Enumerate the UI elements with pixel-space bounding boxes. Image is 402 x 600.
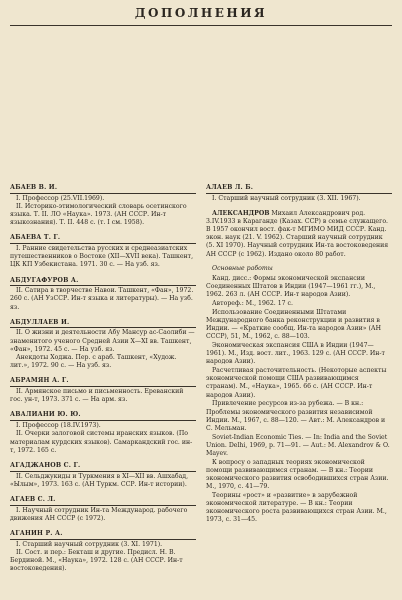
entry-initials: С. Г. <box>63 461 81 469</box>
entry-initials: С. Л. <box>37 495 56 503</box>
entry-initials: А. <box>70 276 79 284</box>
dictionary-entry <box>10 377 196 404</box>
entry-line: Анекдоты Ходжа. Пер. с араб. Ташкент, «Худож. лит.», 1972. 90 с. — На узб. яз. <box>10 354 177 370</box>
right-column <box>206 30 392 581</box>
entry-surname: АЛАЕВ <box>206 183 233 191</box>
entry-alaev <box>206 184 392 203</box>
entry-initials: Р. А. <box>45 530 63 538</box>
work-item: Канд. дисс.: Формы экономической экспансии Соединенных Штатов в Индии (1947—1961 гг.), М., 1962. 263 л. (АН СССР. Ин-т народов Азии). <box>206 275 376 299</box>
entry-initials: В. И. <box>38 183 58 191</box>
entry-line: I. Научный сотрудник Ин-та Международ. рабочего движения АН СССР (с 1972). <box>10 506 188 522</box>
biography-text: Михаил Александрович род. 3.IV.1933 в Караганде (Казах. ССР) в семье служащего. В 1957 окончил вост. фак-т МГИМО МИД СССР. Канд. экон. наук (21. V. 1962). Старший научный сотрудник (5. XI 1970). Научный сотрудник Ин-та востоковедения АН СССР (с 1962). Издано около 80 работ. <box>206 209 389 258</box>
entry-line: I. Старший научный сотрудник (3. XII. 1967). <box>212 194 361 202</box>
works-heading: Основные работы <box>212 264 273 272</box>
entry-initials: А. Г. <box>51 377 69 385</box>
dictionary-entry <box>10 462 196 489</box>
entry-line: II. Сатира в творчестве Навои. Ташкент, «Фан», 1972. 260 с. (АН УзССР. Ин-т языка и литературы). — На узб. яз. <box>10 287 194 311</box>
dictionary-entry <box>10 234 196 269</box>
entry-surname: АГАЕВ <box>10 495 36 503</box>
dictionary-entry <box>10 496 196 523</box>
entry-surname: АБДУГАФУРОВ <box>10 276 69 284</box>
entry-heading <box>10 319 196 329</box>
entry-surname: АГАДЖАНОВ <box>10 461 62 469</box>
work-item: Использование Соединенными Штатами Международного банка реконструкции и развития в Индии. — «Краткие сообщ. Ин-та народов Азии» (АН СССР), 51, М., 1962, с. 88—103. <box>206 308 381 341</box>
work-item: К вопросу о западных теориях экономической помощи развивающимся странам. — В кн.: Теории экономического развития освободившихся стран Азии. М., 1970, с. 41—79. <box>206 458 389 491</box>
work-item: Привлечение ресурсов из-за рубежа. — В кн.: Проблемы экономического развития независимой Индии. М., 1967, с. 88—120. — Авт.: М. Александров и С. Мельман. <box>206 400 386 432</box>
entry-line: I. Ранние свидетельства русских и среднеазиатских путешественников о Востоке (XII—XVII века). Ташкент, ЦК КП Узбекистана. 1971. 30 с. — На узб. яз. <box>10 244 194 269</box>
left-column <box>10 30 196 581</box>
title-rule <box>10 25 392 26</box>
biography-paragraph <box>206 210 392 259</box>
entry-line: I. Профессор (25.VII.1969). <box>16 194 105 202</box>
dictionary-entry <box>10 319 196 371</box>
entry-surname: АВАЛИАНИ <box>10 411 55 419</box>
entry-surname: АБАЕВА <box>10 234 42 242</box>
entry-aleksandrov <box>206 210 392 525</box>
work-item: Автореф.: М., 1962. 17 с. <box>212 300 293 308</box>
entry-heading <box>10 277 196 287</box>
entry-initials: Л. Б. <box>234 183 254 191</box>
work-item: Soviet-Indian Economic Ties. — In: India and the Soviet Union. Delhi, 1969, p. 71—91. — Aut.: M. Alexandrov & O. Mayev. <box>206 433 390 457</box>
entry-line: II. Очерки залоговой системы иранских языков. (По материалам курдских языков). Самаркандский гос. ин-т, 1972. 165 с. <box>10 430 193 454</box>
entry-initials: Ю. Ю. <box>57 411 81 419</box>
work-item: Расчетливая расточительность. (Некоторые аспекты экономической помощи США развивающимся странам). М., «Наука», 1965. 66 с. (АН СССР. Ин-т народов Азии). <box>206 367 387 399</box>
entry-line: I. Старший научный сотрудник (3. XI. 1971). <box>16 540 163 548</box>
entry-heading <box>10 462 196 472</box>
entry-surname: АБДУЛЛАЕВ <box>10 318 59 326</box>
work-item: Теорины «рост» и «развитие» в зарубежной экономической литературе. — В кн.: Теории экономического роста развивающихся стран Азии. М., 1973, с. 31—45. <box>206 491 387 524</box>
entry-heading <box>10 411 196 421</box>
page-title: ДОПОЛНЕНИЯ <box>134 6 268 20</box>
entry-line: II. Сельджукиды и Туркмения в XI—XII вв. Ашхабад, «Ылым», 1973. 163 с. (АН Туркм. ССР. Ин-т истории). <box>10 472 189 488</box>
entry-line: I. Профессор (18.IV.1973). <box>16 422 101 430</box>
entry-line: II. Сост. и пер.: Бекташ и другие. Предисл. Н. В. Бердиной. М., «Наука», 1972. 128 с. (АН СССР. Ин-т востоковедения). <box>10 548 183 573</box>
entry-heading <box>206 184 392 194</box>
works-list <box>206 275 392 525</box>
entry-surname: АЛЕКСАНДРОВ <box>212 209 270 217</box>
entry-line: II. О жизни и деятельности Абу Мансур ас-Саолиби — знаменитого ученого Средней Азии X—XI вв. Ташкент, «Фан», 1972. 45 с. — На узб. яз. <box>10 329 195 353</box>
entry-surname: АБАЕВ <box>10 183 37 191</box>
dictionary-entry <box>10 277 196 312</box>
dictionary-entry <box>10 530 196 573</box>
entry-line: II. Историко-этимологический словарь осетинского языка. Т. II. ЛО «Наука». 1973. (АН СССР. Ин-т языкознания). Т. II. 448 с. (т. I см. 1958). <box>10 202 187 227</box>
entry-heading <box>10 377 196 387</box>
entry-surname: АБРАМЯН <box>10 377 50 385</box>
entry-initials: И. <box>60 318 70 326</box>
two-columns <box>10 30 392 581</box>
entry-initials: Т. Г. <box>43 234 61 242</box>
entry-line: II. Армянское письмо и письменность. Ереванский гос. ун-т, 1973. 371 с. — На арм. яз. <box>10 388 184 404</box>
entry-surname: АГАНИН <box>10 530 44 538</box>
work-item: Экономическая экспансия США в Индии (1947—1961). М., Изд. вост. лит., 1963. 129 с. (АН СССР. Ин-т народов Азии). <box>206 342 385 366</box>
entry-heading <box>10 530 196 540</box>
entry-heading <box>10 184 196 194</box>
dictionary-entry <box>10 411 196 454</box>
dictionary-entry <box>10 184 196 227</box>
entry-heading <box>10 234 196 244</box>
entry-heading <box>10 496 196 506</box>
